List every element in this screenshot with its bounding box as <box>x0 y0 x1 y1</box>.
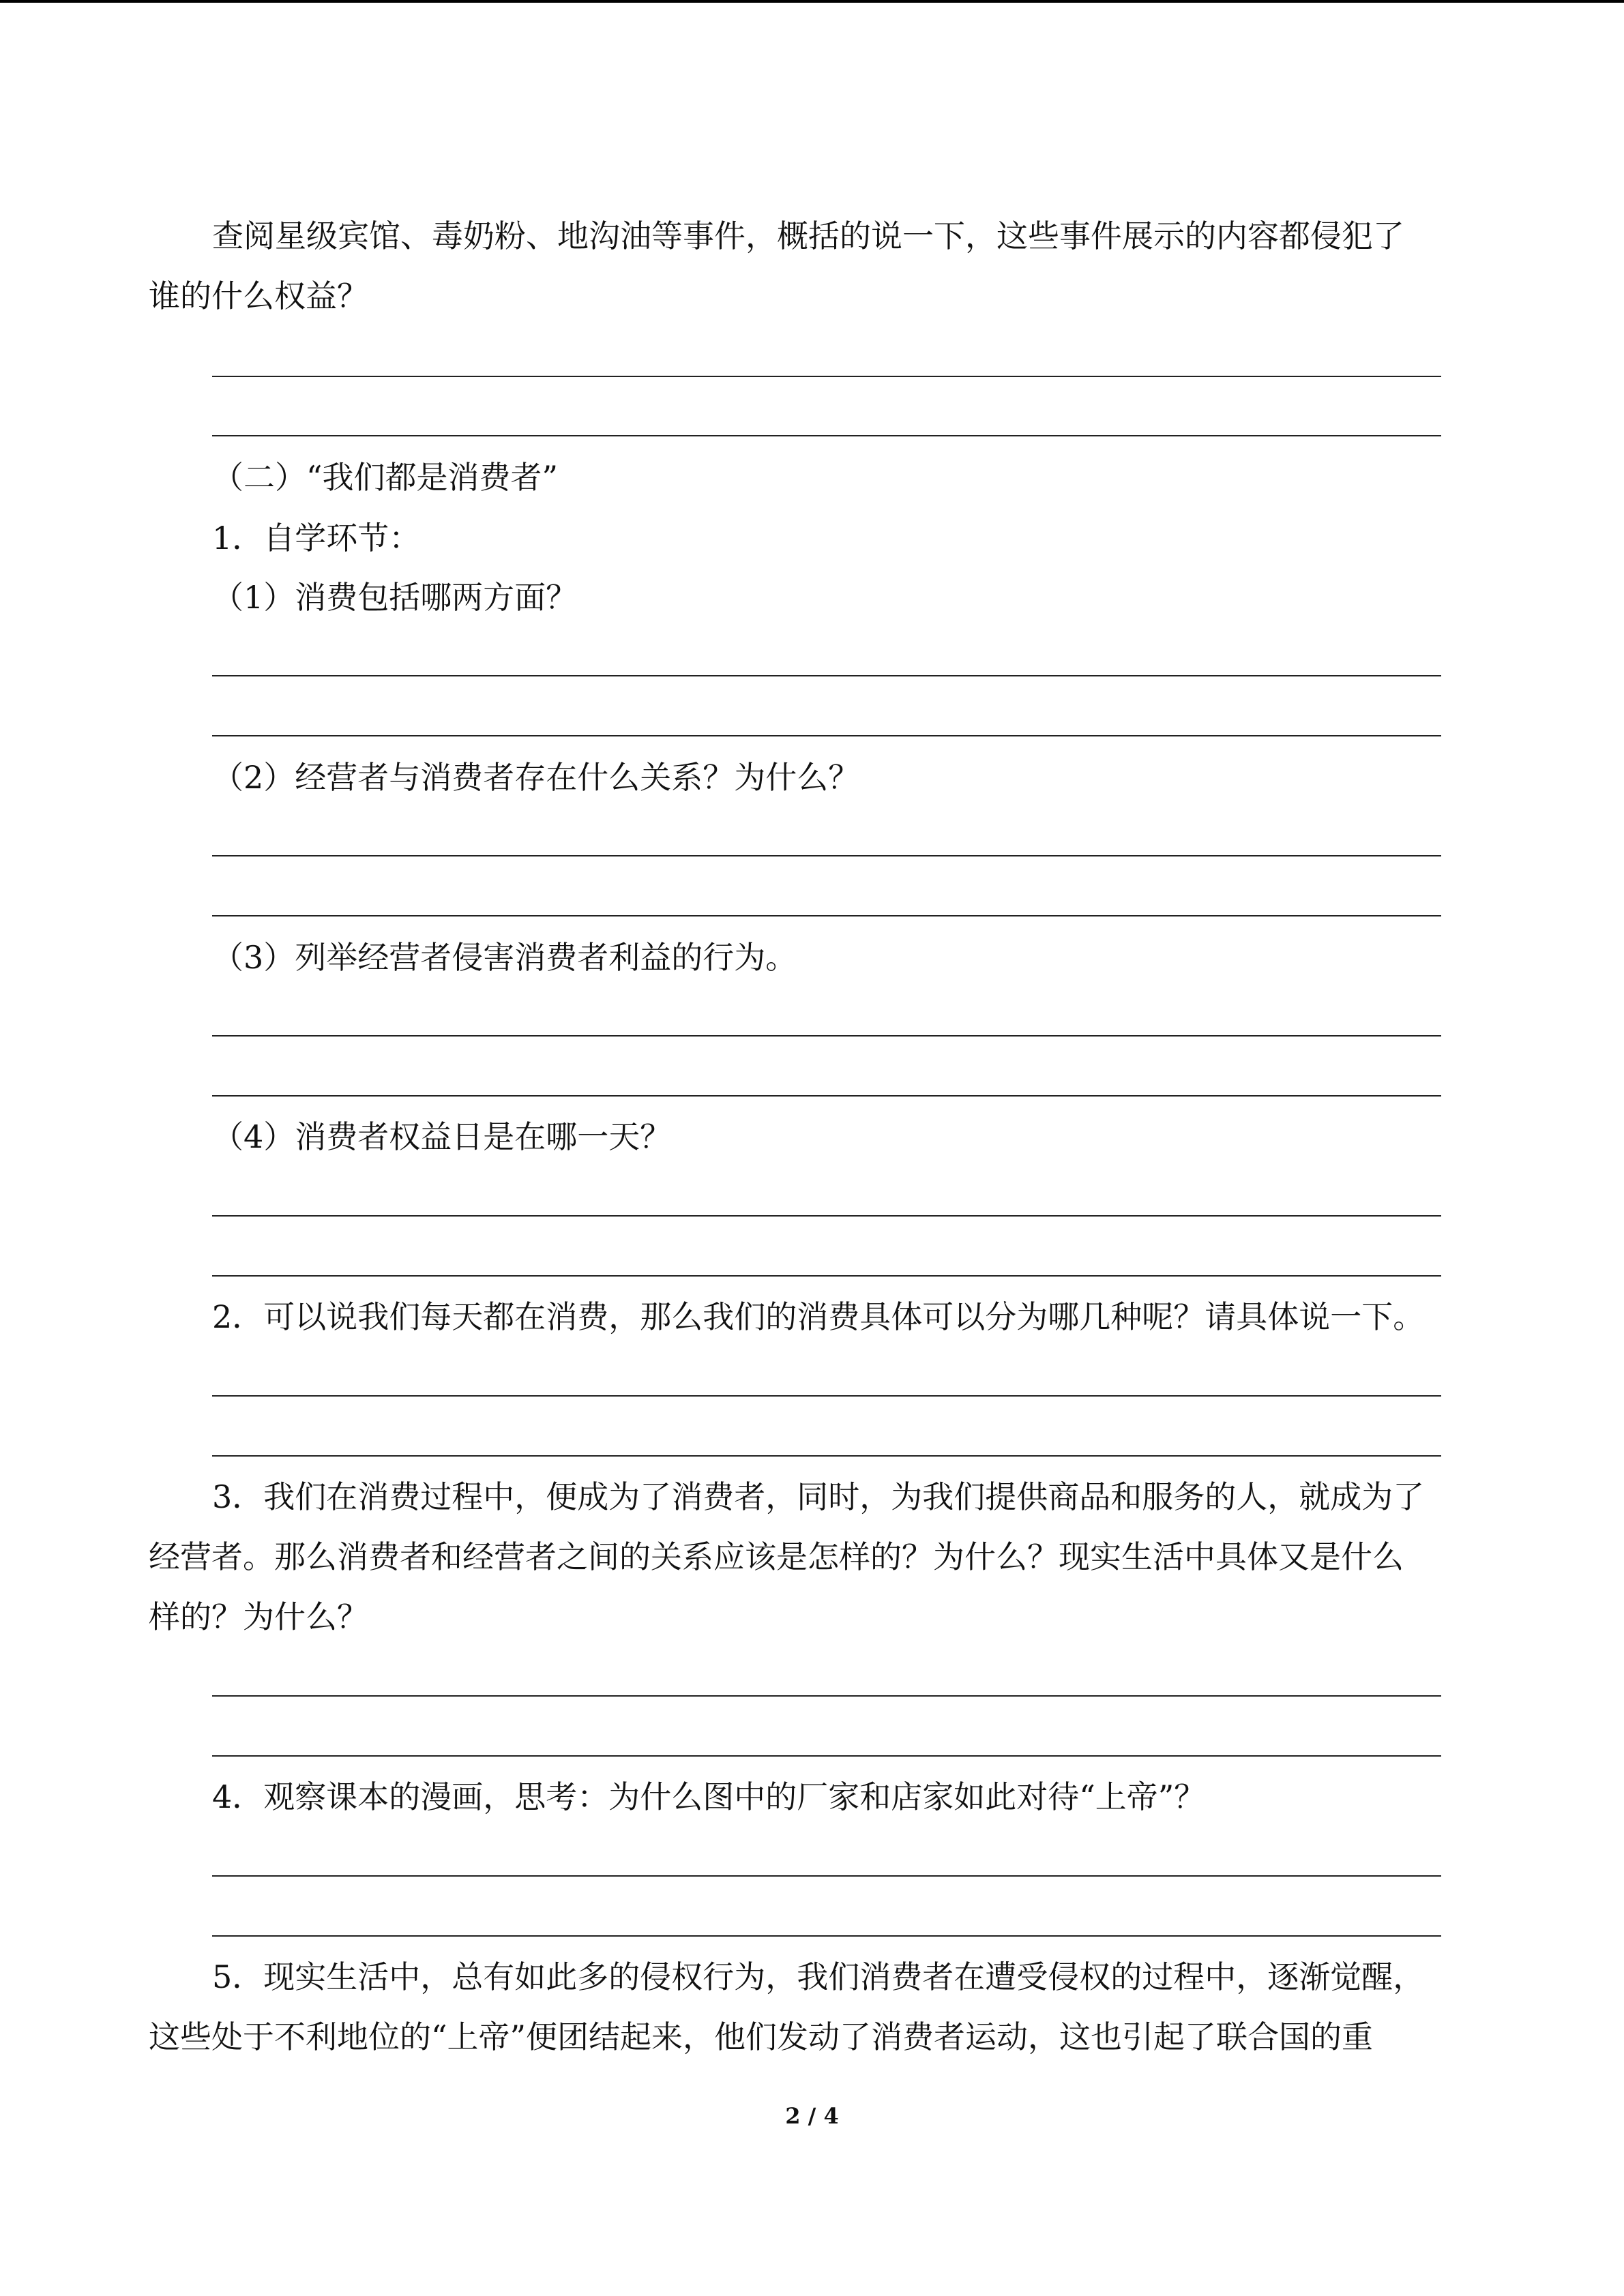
question-text: 经营者。那么消费者和经营者之间的关系应该是怎样的？为什么？现实生活中具体又是什么 <box>149 1538 1404 1575</box>
answer-line[interactable] <box>212 1935 1441 1937</box>
answer-line[interactable] <box>212 1455 1441 1457</box>
answer-line[interactable] <box>212 855 1441 856</box>
answer-line[interactable] <box>212 435 1441 436</box>
answer-line[interactable] <box>212 675 1441 676</box>
answer-line[interactable] <box>212 735 1441 736</box>
paragraph-line: 谁的什么权益？ <box>149 278 368 314</box>
question-text: 5．现实生活中，总有如此多的侵权行为，我们消费者在遭受侵权的过程中，逐渐觉醒， <box>212 1958 1425 1995</box>
question-text: 这些处于不利地位的“上帝”便团结起来，他们发动了消费者运动，这也引起了联合国的重 <box>149 2018 1374 2055</box>
question-text: （2）经营者与消费者存在什么关系？为什么？ <box>212 759 860 796</box>
section-title: （二）“我们都是消费者” <box>212 459 559 496</box>
question-text: （1）消费包括哪两方面？ <box>212 579 578 616</box>
answer-line[interactable] <box>212 376 1441 377</box>
answer-line[interactable] <box>212 1035 1441 1037</box>
paragraph-line: 查阅星级宾馆、毒奶粉、地沟油等事件，概括的说一下，这些事件展示的内容都侵犯了 <box>212 218 1404 254</box>
answer-line[interactable] <box>212 1095 1441 1097</box>
answer-line[interactable] <box>212 1755 1441 1757</box>
answer-line[interactable] <box>212 1695 1441 1697</box>
question-text: （3）列举经营者侵害消费者利益的行为。 <box>212 939 797 976</box>
answer-line[interactable] <box>212 1875 1441 1877</box>
answer-line[interactable] <box>212 1395 1441 1397</box>
question-text: 样的？为什么？ <box>149 1598 368 1635</box>
answer-line[interactable] <box>212 915 1441 916</box>
question-text: （4）消费者权益日是在哪一天？ <box>212 1118 672 1155</box>
question-text: 3．我们在消费过程中，便成为了消费者，同时，为我们提供商品和服务的人，就成为了 <box>212 1478 1425 1515</box>
page-number: 2 / 4 <box>785 2103 839 2129</box>
question-text: 4．观察课本的漫画，思考：为什么图中的厂家和店家如此对待“上帝”？ <box>212 1778 1206 1815</box>
question-text: 2．可以说我们每天都在消费，那么我们的消费具体可以分为哪几种呢？请具体说一下。 <box>212 1298 1425 1335</box>
answer-line[interactable] <box>212 1275 1441 1277</box>
sub-heading: 1．自学环节： <box>212 520 421 556</box>
answer-line[interactable] <box>212 1215 1441 1217</box>
